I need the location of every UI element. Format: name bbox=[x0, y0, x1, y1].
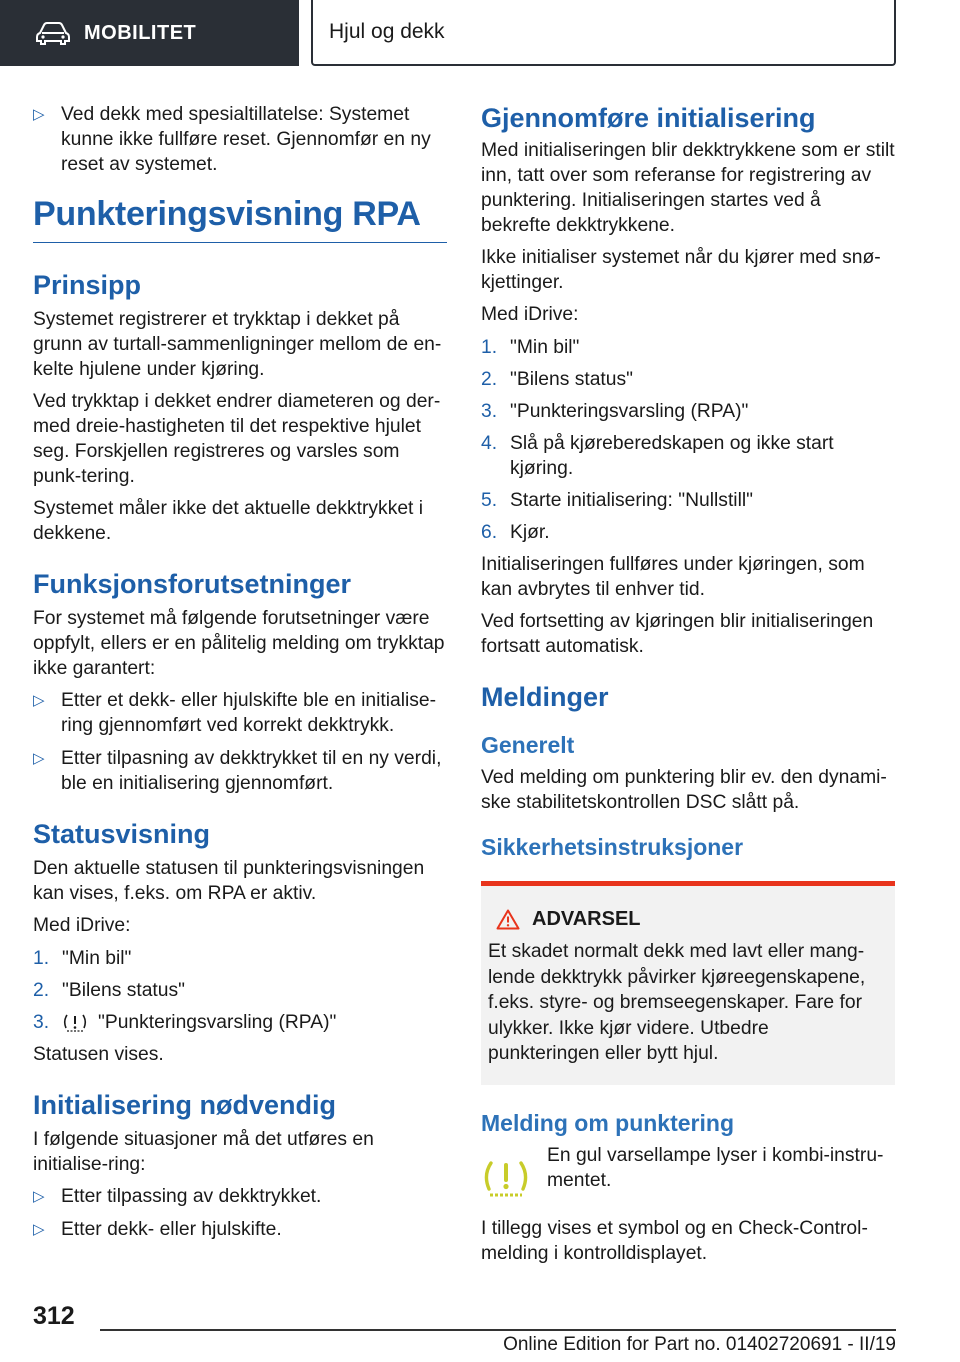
tire-pressure-warning-lamp-icon bbox=[481, 1157, 531, 1201]
page-number: 312 bbox=[33, 1302, 75, 1330]
init-bullet-2: ▷ Etter dekk- eller hjulskifte. bbox=[33, 1217, 447, 1242]
status-p3: Statusen vises. bbox=[33, 1044, 164, 1065]
status-heading: Statusvisning bbox=[33, 819, 211, 849]
right-column bbox=[481, 102, 895, 1273]
funksjon-bullet-1: ▷ Etter et dekk- eller hjulskifte ble en initialise-ring gjennomført ved korrekt dekktrykk. bbox=[33, 688, 447, 738]
status-step: 2. "Bilens status" bbox=[33, 980, 186, 1001]
tire-warning-icon bbox=[62, 1012, 88, 1034]
intro-bullet: ▷ Ved dekk med spesialtillatelse: Systemet kunne ikke fullføre reset. Gjennomfør en ny reset av systemet. bbox=[33, 102, 447, 177]
sikkerhet-heading: Sikkerhetsinstruksjoner bbox=[481, 834, 744, 860]
warning-text: Et skadet normalt dekk med lavt eller mang-lende dekktrykk påvirker kjøreegenskapene, f.eks. styre- og bremseegenskaper. Fare for ulykker. Ikke kjør videre. Utbedre punkteringen eller bytt hjul. bbox=[488, 941, 866, 1064]
gjennom-p1: Med initialiseringen blir dekktrykkene som er stilt inn, tatt over som referanse for registrering av punktering. Initialiseringen startes ved å bekrefte dekktrykkene. bbox=[481, 140, 895, 236]
funksjon-p1: For systemet må følgende forutsetninger være oppfylt, ellers er en pålitelig melding om trykktap ikke garantert: bbox=[33, 608, 445, 679]
chapter-title: MOBILITET bbox=[84, 21, 197, 44]
init-step: 2. "Bilens status" bbox=[481, 369, 634, 390]
init-step: 5. Starte initialisering: "Nullstill" bbox=[481, 490, 754, 511]
meldinger-heading: Meldinger bbox=[481, 682, 609, 712]
gjennom-p3: Med iDrive: bbox=[481, 304, 579, 325]
punktering-p1: En gul varsellampe lyser i kombi-instru-mentet. bbox=[547, 1144, 884, 1191]
gjennom-p5: Ved fortsetting av kjøringen blir initialiseringen fortsatt automatisk. bbox=[481, 611, 874, 657]
edition-note: Online Edition for Part no. 01402720691 - II/19 bbox=[503, 1334, 896, 1355]
prinsipp-heading: Prinsipp bbox=[33, 270, 142, 300]
init-step: 3. "Punkteringsvarsling (RPA)" bbox=[481, 401, 749, 422]
init-bullet-1: ▷ Etter tilpassing av dekktrykket. bbox=[33, 1184, 447, 1209]
footer-divider bbox=[100, 1329, 896, 1331]
status-p1: Den aktuelle statusen til punkteringsvisningen kan vises, f.eks. om RPA er aktiv. bbox=[33, 858, 425, 904]
init-step: 4. Slå på kjøreberedskapen og ikke start kjøring. bbox=[481, 433, 834, 479]
init-heading: Initialisering nødvendig bbox=[33, 1090, 337, 1120]
init-p1: I følgende situasjoner må det utføres en initialise-ring: bbox=[33, 1129, 374, 1175]
generelt-heading: Generelt bbox=[481, 732, 575, 758]
gjennom-p2: Ikke initialiser systemet når du kjører med snø-kjettinger. bbox=[481, 247, 881, 293]
prinsipp-p2: Ved trykktap i dekket endrer diameteren og der-med dreie-hastigheten til det respektive hjulet seg. Forskjellen registreres og varsles som punk-tering. bbox=[33, 391, 441, 487]
prinsipp-p3: Systemet måler ikke det aktuelle dekktrykket i dekkene. bbox=[33, 498, 424, 544]
status-p2: Med iDrive: bbox=[33, 915, 131, 936]
main-title: Punkteringsvisning RPA bbox=[33, 195, 447, 243]
warning-title: ADVARSEL bbox=[532, 908, 641, 930]
punktering-message bbox=[481, 1143, 895, 1206]
left-column bbox=[33, 102, 447, 1250]
gjennom-heading: Gjennomføre initialisering bbox=[481, 103, 816, 133]
section-header bbox=[311, 0, 896, 66]
funksjon-heading: Funksjonsforutsetninger bbox=[33, 569, 352, 599]
funksjon-bullet-2: ▷ Etter tilpasning av dekktrykket til en ny verdi, ble en initialisering gjennomført. bbox=[33, 746, 447, 796]
init-step: 6. Kjør. bbox=[481, 522, 550, 543]
section-title: Hjul og dekk bbox=[329, 20, 445, 43]
init-step: 1. "Min bil" bbox=[481, 337, 580, 358]
warning-triangle-icon bbox=[496, 909, 520, 930]
car-icon bbox=[36, 21, 70, 45]
chapter-tab bbox=[0, 0, 299, 66]
punktering-heading: Melding om punktering bbox=[481, 1109, 734, 1136]
generelt-p: Ved melding om punktering blir ev. den dynami-ske stabilitetskontrollen DSC slått på. bbox=[481, 767, 887, 813]
warning-box bbox=[481, 881, 895, 1085]
status-step: 3. "Punkteringsvarsling (RPA)" bbox=[33, 1012, 337, 1033]
gjennom-p4: Initialiseringen fullføres under kjøringen, som kan avbrytes til enhver tid. bbox=[481, 554, 865, 600]
punktering-p2: I tillegg vises et symbol og en Check-Control-melding i kontrolldisplayet. bbox=[481, 1217, 868, 1264]
status-step: 1. "Min bil" bbox=[33, 948, 132, 969]
prinsipp-p1: Systemet registrerer et trykktap i dekket på grunn av turtall-sammenligninger mellom de en-kelte hjulene under kjøring. bbox=[33, 309, 442, 380]
